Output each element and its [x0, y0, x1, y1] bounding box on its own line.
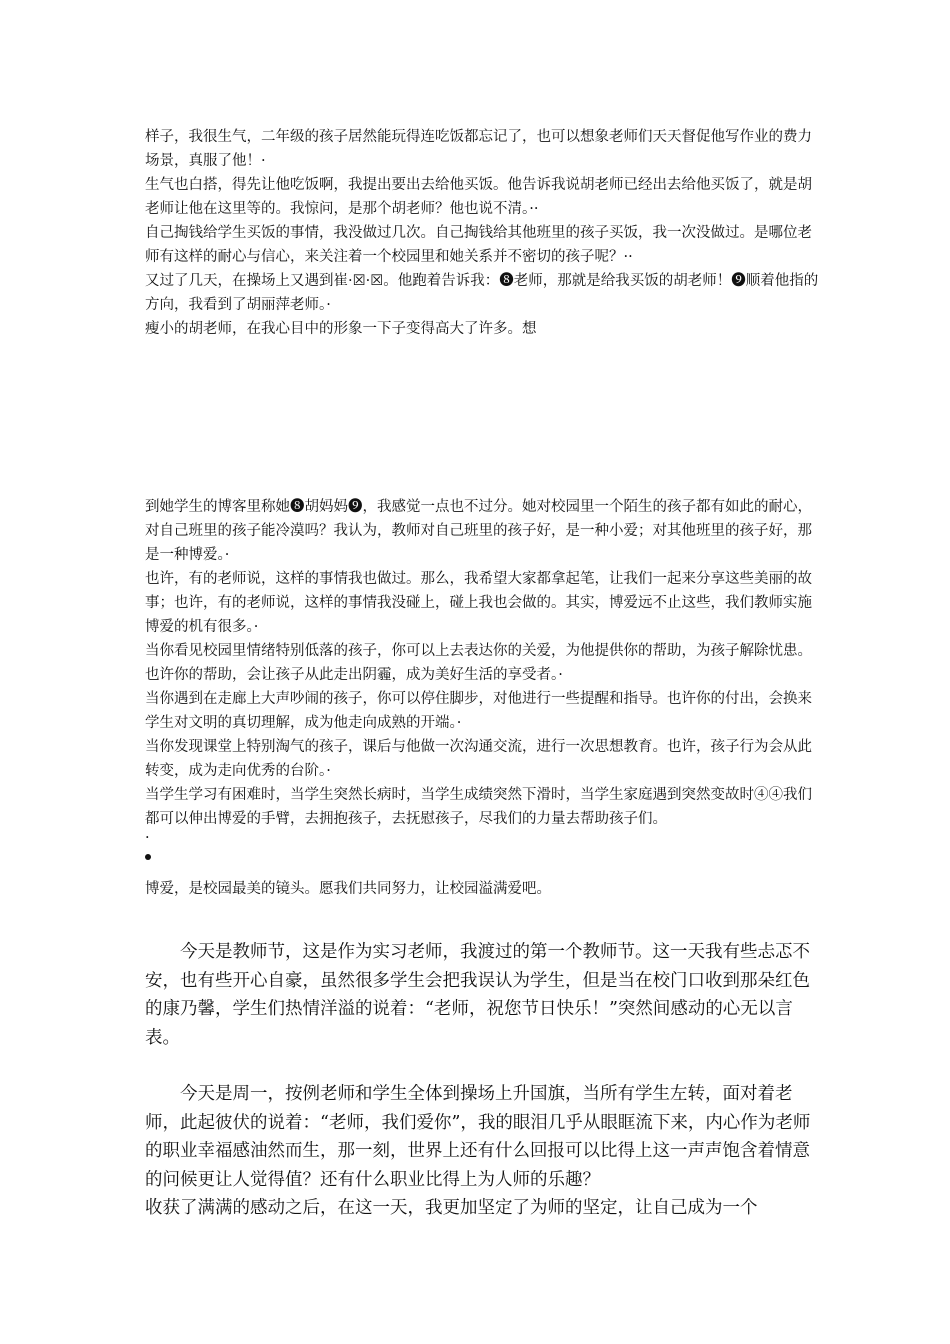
bullet-dot-icon — [145, 854, 151, 860]
paragraph: 收获了满满的感动之后，在这一天，我更加坚定了为师的坚定，让自己成为一个 — [145, 1198, 758, 1218]
text-block-top — [145, 125, 825, 341]
paragraph: 也许，有的老师说，这样的事情我也做过。那么，我希望大家都拿起笔，让我们一起来分享这些美丽的故事；也许，有的老师说，这样的事情我没碰上，碰上我也会做的。其实，博爱远不止这些，我们教师实施博爱的机有很多。· — [145, 571, 812, 635]
text-block-bottom — [145, 938, 825, 1223]
paragraph: 当你看见校园里情绪特别低落的孩子，你可以上去表达你的关爱，为他提供你的帮助，为孩子解除忧患。也许你的帮助，会让孩子从此走出阴霾，成为美好生活的享受者。· — [145, 643, 812, 683]
text-block-middle — [145, 495, 825, 901]
paragraph: 今天是周一，按例老师和学生全体到操场上升国旗，当所有学生左转，面对着老师，此起彼伏的说着：“老师，我们爱你”，我的眼泪几乎从眼眶流下来，内心作为老师的职业幸福感油然而生，那一刻，世界上还有什么回报可以比得上这一声声饱含着情意的问候更让人觉得值？还有什么职业比得上为人师的乐趣？ — [145, 1084, 811, 1190]
paragraph: 瘦小的胡老师，在我心目中的形象一下子变得高大了许多。想 — [145, 321, 537, 337]
paragraph: 当学生学习有困难时，当学生突然长病时，当学生成绩突然下滑时，当学生家庭遇到突然变故时④④我们都可以伸出博爱的手臂，去拥抱孩子，去抚慰孩子，尽我们的力量去帮助孩子们。 — [145, 787, 812, 827]
paragraph: 自己掏钱给学生买饭的事情，我没做过几次。自己掏钱给其他班里的孩子买饭，我一次没做过。是哪位老师有这样的耐心与信心，来关注着一个校园里和她关系并不密切的孩子呢？·· — [145, 225, 812, 265]
paragraph: 当你遇到在走廊上大声吵闹的孩子，你可以停住脚步，对他进行一些提醒和指导。也许你的付出，会换来学生对文明的真切理解，成为他走向成熟的开端。· — [145, 691, 812, 731]
paragraph: 当你发现课堂上特别淘气的孩子，课后与他做一次沟通交流，进行一次思想教育。也许，孩子行为会从此转变，成为走向优秀的台阶。· — [145, 739, 812, 779]
paragraph: 生气也白搭，得先让他吃饭啊，我提出要出去给他买饭。他告诉我说胡老师已经出去给他买饭了，就是胡老师让他在这里等的。我惊问，是那个胡老师？他也说不清。·· — [145, 177, 812, 217]
paragraph: 到她学生的博客里称她❽胡妈妈❾，我感觉一点也不过分。她对校园里一个陌生的孩子都有如此的耐心，对自己班里的孩子能冷漠吗？我认为，教师对自己班里的孩子好，是一种小爱；对其他班里的孩子好，那是一种博爱。· — [145, 499, 812, 563]
paragraph: 又过了几天，在操场上又遇到崔·☒·☒。他跑着告诉我：❽老师，那就是给我买饭的胡老师！❾顺着他指的方向，我看到了胡丽萍老师。· — [145, 273, 819, 313]
paragraph: 今天是教师节，这是作为实习老师，我渡过的第一个教师节。这一天我有些忐忑不安，也有些开心自豪，虽然很多学生会把我误认为学生，但是当在校门口收到那朵红色的康乃馨，学生们热情洋溢的说着：“老师，祝您节日快乐！”突然间感动的心无以言表。 — [145, 942, 810, 1048]
closing-paragraph: 博爱，是校园最美的镜头。愿我们共同努力，让校园溢满爱吧。 — [145, 881, 551, 897]
paragraph-mark: · — [145, 830, 150, 846]
paragraph: 样子，我很生气，二年级的孩子居然能玩得连吃饭都忘记了，也可以想象老师们天天督促他写作业的费力场景，真服了他！· — [145, 129, 812, 169]
bullet-point — [145, 845, 825, 869]
